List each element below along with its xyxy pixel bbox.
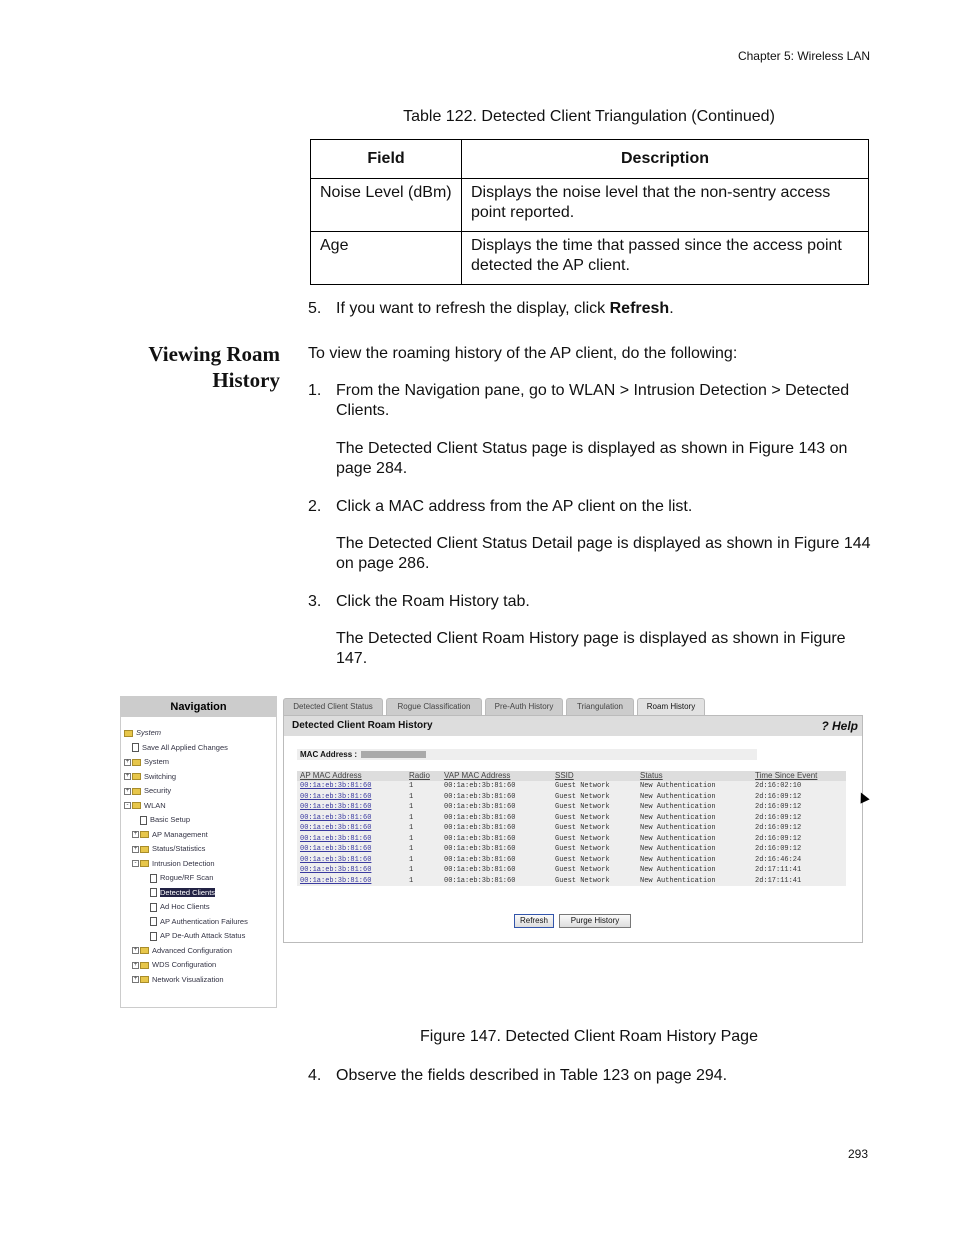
step-number: 4. (308, 1067, 322, 1084)
table-row (297, 781, 846, 792)
cell-ssid: Guest Network (555, 866, 610, 874)
cell-time: 2d:16:46:24 (755, 855, 802, 864)
cell-vap-mac: 00:1a:eb:3b:81:60 (444, 813, 516, 822)
tree-item-intrusion-detection[interactable] (132, 858, 215, 870)
tree-label: Ad Hoc Clients (160, 902, 210, 911)
refresh-button[interactable]: Refresh (514, 914, 554, 928)
cell-ap-mac[interactable]: 00:1a:eb:3b:81:60 (300, 803, 372, 811)
cell-radio: 1 (409, 855, 414, 864)
table-row (297, 802, 846, 813)
tree-item-status-statistics[interactable] (132, 843, 205, 855)
tree-item-ad-hoc-clients[interactable] (150, 901, 210, 913)
column-ssid[interactable]: SSID (555, 771, 574, 780)
cell-ap-mac[interactable]: 00:1a:eb:3b:81:60 (300, 845, 372, 853)
cell-time: 2d:17:11:41 (755, 866, 802, 874)
table-row (297, 855, 846, 866)
cell-ap-mac[interactable]: 00:1a:eb:3b:81:60 (300, 876, 372, 885)
folder-icon (132, 759, 141, 766)
folder-icon (132, 802, 141, 809)
cell-radio: 1 (409, 803, 414, 811)
navigation-title: Navigation (121, 697, 276, 717)
tree-label: Status/Statistics (152, 844, 206, 853)
step-text (336, 299, 871, 319)
collapse-icon: - (124, 802, 131, 809)
folder-icon (124, 730, 133, 737)
cell-status: New Authentication (640, 782, 716, 790)
table-cell-description: Displays the time that passed since the access point detected the AP client. (462, 232, 869, 285)
step-number: 1. (308, 382, 322, 399)
table-cell-field: Noise Level (dBm) (311, 179, 462, 232)
tree-item-wds-config[interactable] (132, 959, 216, 971)
cell-ap-mac[interactable]: 00:1a:eb:3b:81:60 (300, 866, 372, 874)
mac-address-row (297, 749, 757, 760)
table-row (297, 813, 846, 824)
folder-icon (140, 962, 149, 969)
cell-time: 2d:17:11:41 (755, 876, 802, 885)
step-3-note: The Detected Client Roam History page is displayed as shown in Figure 147. (336, 630, 846, 667)
tree-label: AP De-Auth Attack Status (160, 931, 246, 940)
folder-icon (140, 860, 149, 867)
tree-item-save-changes[interactable] (132, 742, 228, 754)
expand-icon: + (133, 831, 138, 838)
column-radio[interactable]: Radio (409, 771, 430, 780)
step-text: From the Navigation pane, go to WLAN > Intrusion Detection > Detected Clients. (336, 382, 850, 419)
tab-roam-history[interactable]: Roam History (637, 698, 705, 715)
folder-icon (140, 846, 149, 853)
cell-ap-mac[interactable]: 00:1a:eb:3b:81:60 (300, 824, 372, 832)
table-header-description: Description (462, 140, 869, 179)
tree-label: Detected Clients (160, 887, 216, 897)
table-row (311, 179, 869, 232)
roam-history-table (297, 771, 846, 886)
cell-ssid: Guest Network (555, 876, 610, 885)
cell-radio: 1 (409, 813, 414, 822)
table-row (297, 876, 846, 887)
cell-ap-mac[interactable]: 00:1a:eb:3b:81:60 (300, 813, 372, 822)
refresh-emphasis: Refresh (609, 300, 670, 317)
figure-caption: Figure 147. Detected Client Roam History Page (420, 1028, 758, 1045)
cell-vap-mac: 00:1a:eb:3b:81:60 (444, 782, 516, 790)
cell-ssid: Guest Network (555, 824, 610, 832)
tree-label: Rogue/RF Scan (160, 873, 214, 882)
help-link[interactable]: ? Help (821, 719, 858, 733)
tab-pre-auth-history[interactable]: Pre-Auth History (485, 698, 563, 715)
document-icon (140, 816, 147, 825)
tree-item-detected-clients[interactable] (150, 887, 215, 899)
table-row (297, 844, 846, 855)
tree-label: Advanced Configuration (152, 945, 233, 955)
cell-vap-mac: 00:1a:eb:3b:81:60 (444, 866, 516, 874)
cell-status: New Authentication (640, 834, 716, 843)
cell-time: 2d:16:09:12 (755, 824, 802, 832)
step-text-pre: If you want to refresh the display, click (336, 300, 610, 317)
table-header-field: Field (311, 140, 462, 179)
cell-ssid: Guest Network (555, 792, 610, 801)
cell-time: 2d:16:09:12 (755, 792, 802, 801)
cell-ssid: Guest Network (555, 834, 610, 843)
mac-address-label: MAC Address : (300, 750, 358, 759)
tree-item-advanced-config[interactable] (132, 945, 232, 957)
cell-vap-mac: 00:1a:eb:3b:81:60 (444, 803, 516, 811)
expand-icon: + (133, 961, 138, 968)
column-ap-mac[interactable]: AP MAC Address (300, 771, 362, 780)
tab-triangulation[interactable]: Triangulation (566, 698, 634, 715)
tree-label: AP Authentication Failures (160, 916, 248, 926)
tree-item-rogue-rf-scan[interactable] (150, 872, 213, 884)
tab-rogue-classification[interactable]: Rogue Classification (386, 698, 482, 715)
tree-item-system[interactable] (124, 756, 169, 768)
cell-time: 2d:16:09:12 (755, 834, 802, 843)
cell-vap-mac: 00:1a:eb:3b:81:60 (444, 824, 516, 832)
tree-label: Switching (144, 771, 177, 781)
cell-status: New Authentication (640, 855, 716, 864)
cell-ssid: Guest Network (555, 845, 610, 853)
column-vap-mac[interactable]: VAP MAC Address (444, 771, 511, 780)
table-row (297, 792, 846, 803)
table-cell-field: Age (311, 232, 462, 285)
document-icon (150, 888, 157, 897)
tree-label: Intrusion Detection (152, 858, 215, 868)
folder-icon (140, 947, 149, 954)
chapter-header: Chapter 5: Wireless LAN (737, 49, 870, 63)
tree-label: Network Visualization (152, 974, 224, 984)
cell-status: New Authentication (640, 803, 716, 811)
folder-icon (140, 976, 149, 983)
tree-label: Security (144, 786, 172, 795)
cell-ap-mac[interactable]: 00:1a:eb:3b:81:60 (300, 782, 372, 790)
cell-vap-mac: 00:1a:eb:3b:81:60 (444, 834, 516, 843)
step-number: 5. (308, 300, 322, 317)
tree-label: WLAN (144, 800, 166, 810)
document-icon (150, 874, 157, 883)
tree-label: WDS Configuration (152, 960, 217, 969)
document-icon (132, 743, 139, 752)
tree-item-network-visualization[interactable] (132, 974, 224, 986)
cell-radio: 1 (409, 792, 414, 801)
document-icon (150, 917, 157, 926)
cell-ssid: Guest Network (555, 813, 610, 822)
tree-item-ap-auth-failures[interactable] (150, 916, 248, 928)
tree-item-ap-deauth-status[interactable] (150, 930, 245, 942)
cell-status: New Authentication (640, 792, 716, 801)
step-text-post: . (669, 300, 674, 317)
section-title-line1: Viewing Roam (148, 342, 280, 366)
document-icon (150, 932, 157, 941)
cell-ap-mac[interactable]: 00:1a:eb:3b:81:60 (300, 792, 372, 801)
step-number: 3. (308, 593, 322, 610)
section-title-line2: History (212, 368, 280, 392)
tree-label: System (136, 728, 162, 737)
tree-item-ap-management[interactable] (132, 829, 208, 841)
cell-time: 2d:16:02:10 (755, 782, 802, 790)
cell-ap-mac[interactable]: 00:1a:eb:3b:81:60 (300, 834, 372, 843)
tree-label: System (144, 757, 170, 766)
tree-label: Basic Setup (150, 815, 191, 824)
expand-icon: + (125, 773, 130, 780)
cell-radio: 1 (409, 866, 414, 874)
table-row (297, 823, 846, 834)
cell-radio: 1 (409, 824, 414, 832)
purge-history-button[interactable]: Purge History (559, 914, 631, 928)
intro-text (308, 344, 737, 364)
tree-item-wlan[interactable] (124, 800, 166, 812)
cell-status: New Authentication (640, 845, 716, 853)
tree-item-system-root[interactable] (124, 727, 161, 739)
tree-item-basic-setup[interactable] (140, 814, 190, 826)
cell-ssid: Guest Network (555, 855, 610, 864)
step-text: Click the Roam History tab. (336, 593, 530, 610)
tree-item-security[interactable] (124, 785, 171, 797)
cell-vap-mac: 00:1a:eb:3b:81:60 (444, 792, 516, 801)
collapse-icon: - (132, 860, 139, 867)
page-number: 293 (847, 1147, 868, 1161)
expand-icon: + (133, 845, 138, 852)
intro-sentence: To view the roaming history of the AP client, do the following: (308, 345, 738, 362)
cell-ssid: Guest Network (555, 803, 610, 811)
cell-radio: 1 (409, 876, 414, 885)
panel-header (284, 716, 862, 736)
tree-label: AP Management (152, 829, 208, 839)
step-2-note: The Detected Client Status Detail page is displayed as shown in Figure 144 on page 286. (336, 535, 871, 572)
blurred-mac-value (361, 751, 426, 758)
expand-icon: + (125, 758, 130, 765)
column-status[interactable]: Status (640, 771, 663, 780)
panel-title: Detected Client Roam History (292, 720, 433, 731)
folder-icon (132, 788, 141, 795)
table-row (311, 232, 869, 285)
cell-vap-mac: 00:1a:eb:3b:81:60 (444, 845, 516, 853)
table-row (297, 834, 846, 845)
field-description-table (310, 139, 869, 285)
table-header-row (297, 771, 846, 781)
table-header-row (311, 140, 869, 179)
cell-status: New Authentication (640, 813, 716, 822)
roam-history-screenshot (120, 696, 864, 1008)
step-number: 2. (308, 498, 322, 515)
column-time-since-event[interactable]: Time Since Event (755, 771, 818, 780)
folder-icon (140, 831, 149, 838)
cell-radio: 1 (409, 834, 414, 843)
table-caption: Table 122. Detected Client Triangulation (Continued) (403, 108, 775, 125)
cell-ssid: Guest Network (555, 782, 610, 790)
cell-vap-mac: 00:1a:eb:3b:81:60 (444, 855, 516, 864)
table-row (297, 865, 846, 876)
folder-icon (132, 773, 141, 780)
cell-time: 2d:16:09:12 (755, 845, 802, 853)
cell-status: New Authentication (640, 866, 716, 874)
expand-icon: + (133, 976, 138, 983)
cell-radio: 1 (409, 782, 414, 790)
step-text: Click a MAC address from the AP client on the list. (336, 498, 693, 515)
step-text: Observe the fields described in Table 123 on page 294. (336, 1067, 728, 1084)
cell-time: 2d:16:09:12 (755, 803, 802, 811)
cell-status: New Authentication (640, 824, 716, 832)
cell-time: 2d:16:09:12 (755, 813, 802, 822)
expand-icon: + (133, 947, 138, 954)
cell-radio: 1 (409, 845, 414, 853)
cell-ap-mac[interactable]: 00:1a:eb:3b:81:60 (300, 855, 372, 864)
cell-status: New Authentication (640, 876, 716, 885)
navigation-pane (120, 696, 277, 1008)
tab-detected-client-status[interactable]: Detected Client Status (283, 698, 383, 715)
table-body (297, 781, 846, 886)
tree-label: Save All Applied Changes (142, 742, 228, 752)
cell-vap-mac: 00:1a:eb:3b:81:60 (444, 876, 516, 885)
step-1-note: The Detected Client Status page is displayed as shown in Figure 143 on page 284. (336, 440, 848, 477)
roam-history-panel (283, 715, 863, 943)
expand-icon: + (125, 787, 130, 794)
table-cell-description: Displays the noise level that the non-sentry access point reported. (462, 179, 869, 232)
document-icon (150, 903, 157, 912)
tree-item-switching[interactable] (124, 771, 176, 783)
mouse-cursor-icon (856, 790, 869, 803)
section-title (148, 341, 280, 393)
